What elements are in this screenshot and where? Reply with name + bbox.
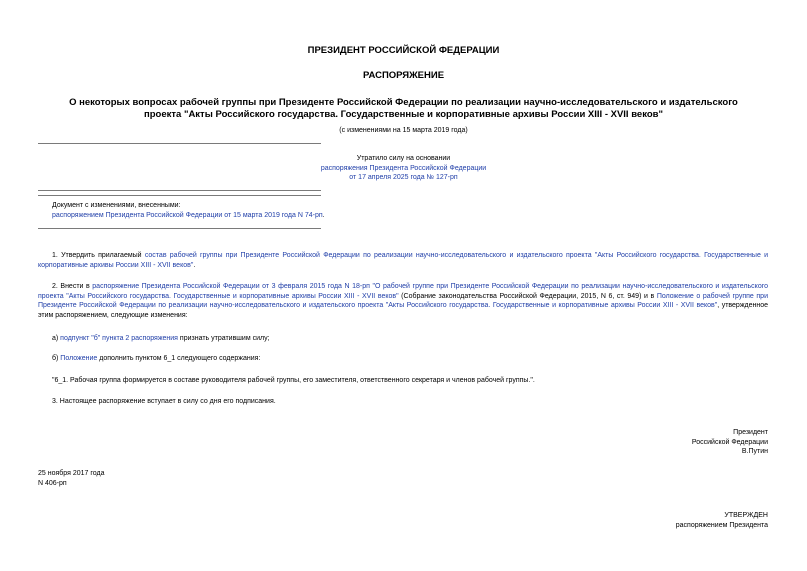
paragraph-1 xyxy=(38,251,768,270)
paragraph-3: 3. Настоящее распоряжение вступает в силу со дня его подписания. xyxy=(52,398,276,405)
divider xyxy=(38,195,321,196)
authority-heading: ПРЕЗИДЕНТ РОССИЙСКОЙ ФЕДЕРАЦИИ xyxy=(307,45,500,56)
document-title: О некоторых вопросах рабочей группы при Президенте Российской Федерации по реализации научно-исследовательского и издательского проекта "Акты Российского государства. Государственные и корпоративные архивы России XIII - XVII веков" xyxy=(69,97,738,120)
divider xyxy=(38,190,321,191)
signature-title: Президент xyxy=(733,429,768,436)
paragraph-a-end: признать утратившим силу; xyxy=(177,335,270,342)
document-number: N 406-рп xyxy=(38,479,67,487)
approval-heading: УТВЕРЖДЕН xyxy=(724,512,768,519)
doc-type-heading: РАСПОРЯЖЕНИЕ xyxy=(362,70,445,81)
paragraph-2-end: , утвержденное этим распоряжением, следующие изменения: xyxy=(38,302,769,319)
paragraph-2-link-2[interactable]: Положение о рабочей группе при Президенте Российской Федерации по реализации научно-исследовательского и издательского проекта "Акты Российского государства. Государственные и корпоративные архивы России XIII - XVII веков" xyxy=(38,292,768,309)
repeal-link-date[interactable]: от 17 апреля 2025 года № 127-рп xyxy=(349,174,458,181)
divider xyxy=(38,143,321,144)
paragraph-b-text: б) xyxy=(52,355,61,362)
approval-subtitle: распоряжением Президента xyxy=(675,521,768,529)
document-date: 25 ноября 2017 года xyxy=(38,470,105,477)
footer-block xyxy=(38,469,238,488)
paragraph-b-end: дополнить пунктом 6_1 следующего содержания: xyxy=(97,355,261,362)
paragraph-b-link[interactable]: Положение xyxy=(60,355,98,362)
repeal-link[interactable]: распоряжения Президента Российской Федерации xyxy=(320,164,487,172)
divider xyxy=(38,228,321,229)
signature-block xyxy=(568,428,768,457)
quote-paragraph: "6_1. Рабочая группа формируется в составе руководителя рабочей группы, его заместителя, ответственного секретаря и членов рабочей группы.". xyxy=(52,377,535,384)
paragraph-1-link[interactable]: состав рабочей группы при Президенте Российской Федерации по реализации научно-исследовательского и издательского проекта "Акты Российского государства. Государственные и корпоративные архивы России XIII - XVII веков" xyxy=(38,252,768,269)
signature-name: В.Путин xyxy=(741,448,768,455)
paragraph-2-text: 2. Внести в xyxy=(52,283,93,290)
paragraph-1-end: . xyxy=(193,261,196,269)
amended-note: (с изменениями на 15 марта 2019 года) xyxy=(339,127,468,134)
paragraph-2-mid: (Собрание законодательства Российской Федерации, 2015, N 6, ст. 949) и в xyxy=(398,292,657,300)
paragraph-a xyxy=(52,334,768,344)
paragraph-a-link[interactable]: подпункт "б" пункта 2 распоряжения xyxy=(60,335,178,342)
paragraph-2-link-1[interactable]: распоряжение Президента Российской Федерации от 3 февраля 2015 года N 18-рп "О рабочей группе при Президенте Российской Федерации по реализации научно-исследовательского и издательского проекта "Акты Российского государства. Государственные и корпоративные архивы России XIII - XVII веков" xyxy=(38,283,768,300)
signature-org: Российской Федерации xyxy=(691,438,768,446)
paragraph-1-text: 1. Утвердить прилагаемый xyxy=(52,252,145,259)
paragraph-2 xyxy=(38,282,768,320)
changes-label: Документ с изменениями, внесенными: xyxy=(52,202,181,209)
changes-suffix: . xyxy=(322,211,325,219)
repeal-text: Утратило силу на основании xyxy=(356,155,451,162)
changes-link[interactable]: распоряжением Президента Российской Федерации от 15 марта 2019 года N 74-рп xyxy=(52,211,323,219)
changes-box xyxy=(52,201,382,220)
approval-block xyxy=(568,511,768,530)
paragraph-a-text: а) xyxy=(52,335,61,342)
paragraph-b xyxy=(52,354,768,364)
repeal-status xyxy=(250,154,557,183)
